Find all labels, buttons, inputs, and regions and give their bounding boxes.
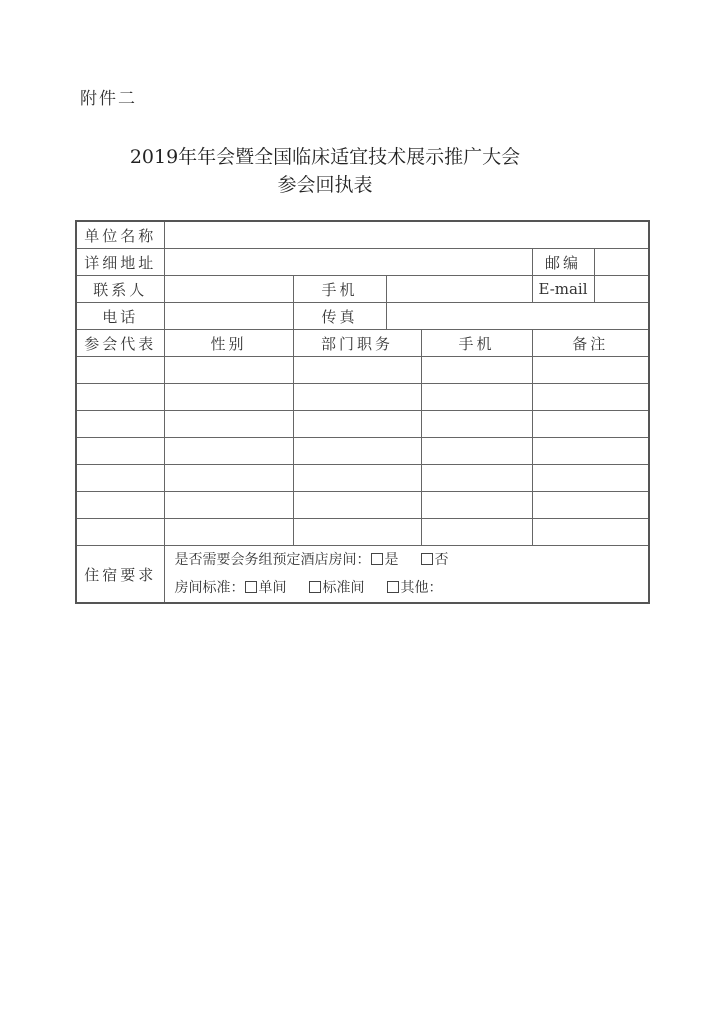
attendee-gender-cell[interactable] xyxy=(164,519,293,546)
attendee-gender-cell[interactable] xyxy=(164,492,293,519)
fax-field[interactable] xyxy=(386,303,649,330)
checkbox-icon[interactable] xyxy=(387,581,399,593)
lodging-requirements xyxy=(164,546,649,604)
attendee-rep-cell[interactable] xyxy=(76,357,164,384)
phone-label: 电话 xyxy=(76,303,164,330)
attendee-remarks-cell[interactable] xyxy=(532,465,649,492)
email-field[interactable] xyxy=(594,276,649,303)
attendee-row xyxy=(76,519,649,546)
annex-label: 附件二 xyxy=(80,89,137,109)
checkbox-icon[interactable] xyxy=(421,553,433,565)
attendee-remarks-cell[interactable] xyxy=(532,492,649,519)
contact-mobile-field[interactable] xyxy=(386,276,532,303)
page-title: 2019年年会暨全国临床适宜技术展示推广大会 xyxy=(129,146,521,168)
attendee-remarks-cell[interactable] xyxy=(532,519,649,546)
attendee-gender-cell[interactable] xyxy=(164,411,293,438)
attendee-mobile-cell[interactable] xyxy=(421,357,532,384)
attendee-rep-cell[interactable] xyxy=(76,384,164,411)
attendee-mobile-cell[interactable] xyxy=(421,519,532,546)
attendee-row xyxy=(76,357,649,384)
address-field[interactable] xyxy=(164,249,532,276)
contact-mobile-label: 手机 xyxy=(293,276,386,303)
lodging-no-option[interactable] xyxy=(421,546,449,574)
attendee-gender-header: 性别 xyxy=(164,330,293,357)
attendee-remarks-header: 备注 xyxy=(532,330,649,357)
attendee-dept-cell[interactable] xyxy=(293,438,421,465)
fax-label: 传真 xyxy=(293,303,386,330)
attendee-gender-cell[interactable] xyxy=(164,357,293,384)
attendee-rep-cell[interactable] xyxy=(76,438,164,465)
attendee-dept-cell[interactable] xyxy=(293,357,421,384)
room-single-label: 单间 xyxy=(258,580,287,596)
attendee-mobile-cell[interactable] xyxy=(421,438,532,465)
attendee-rep-cell[interactable] xyxy=(76,492,164,519)
attendee-dept-cell[interactable] xyxy=(293,411,421,438)
phone-field[interactable] xyxy=(164,303,293,330)
postcode-field[interactable] xyxy=(594,249,649,276)
unit-name-label: 单位名称 xyxy=(76,221,164,249)
attendee-mobile-header: 手机 xyxy=(421,330,532,357)
attendee-row xyxy=(76,465,649,492)
attendee-dept-cell[interactable] xyxy=(293,492,421,519)
checkbox-icon[interactable] xyxy=(371,553,383,565)
lodging-no-label: 否 xyxy=(434,552,449,568)
attendee-mobile-cell[interactable] xyxy=(421,411,532,438)
postcode-label: 邮编 xyxy=(532,249,594,276)
attendee-row xyxy=(76,411,649,438)
attendee-row xyxy=(76,438,649,465)
attendee-mobile-cell[interactable] xyxy=(421,465,532,492)
unit-name-field[interactable] xyxy=(164,221,649,249)
attendee-row xyxy=(76,384,649,411)
address-label: 详细地址 xyxy=(76,249,164,276)
lodging-yes-option[interactable] xyxy=(371,546,399,574)
attendee-remarks-cell[interactable] xyxy=(532,411,649,438)
attendee-remarks-cell[interactable] xyxy=(532,438,649,465)
email-label: E-mail xyxy=(532,276,594,303)
attendee-row xyxy=(76,492,649,519)
lodging-question-text: 是否需要会务组预定酒店房间： xyxy=(174,552,371,568)
attendee-dept-cell[interactable] xyxy=(293,384,421,411)
room-other-option[interactable] xyxy=(387,574,443,602)
attendee-remarks-cell[interactable] xyxy=(532,384,649,411)
room-standard-option-label: 标准间 xyxy=(322,580,365,596)
lodging-label: 住宿要求 xyxy=(76,546,164,604)
contact-field[interactable] xyxy=(164,276,293,303)
lodging-question-line xyxy=(175,546,649,574)
room-standard-label: 房间标准： xyxy=(174,580,245,596)
page-subtitle: 参会回执表 xyxy=(277,174,373,196)
room-standard-line xyxy=(175,574,649,602)
attendee-rep-cell[interactable] xyxy=(76,519,164,546)
attendee-dept-cell[interactable] xyxy=(293,519,421,546)
attendee-dept-cell[interactable] xyxy=(293,465,421,492)
lodging-yes-label: 是 xyxy=(384,552,399,568)
attendee-gender-cell[interactable] xyxy=(164,384,293,411)
attendee-remarks-cell[interactable] xyxy=(532,357,649,384)
room-other-label: 其他： xyxy=(400,580,443,596)
checkbox-icon[interactable] xyxy=(309,581,321,593)
attendee-mobile-cell[interactable] xyxy=(421,384,532,411)
registration-form-table xyxy=(75,220,650,604)
attendee-mobile-cell[interactable] xyxy=(421,492,532,519)
room-single-option[interactable] xyxy=(245,574,287,602)
room-standard-option[interactable] xyxy=(309,574,365,602)
checkbox-icon[interactable] xyxy=(245,581,257,593)
attendee-rep-cell[interactable] xyxy=(76,411,164,438)
attendee-rep-header: 参会代表 xyxy=(76,330,164,357)
attendee-rep-cell[interactable] xyxy=(76,465,164,492)
attendee-dept-header: 部门职务 xyxy=(293,330,421,357)
attendee-gender-cell[interactable] xyxy=(164,465,293,492)
attendee-gender-cell[interactable] xyxy=(164,438,293,465)
contact-label: 联系人 xyxy=(76,276,164,303)
